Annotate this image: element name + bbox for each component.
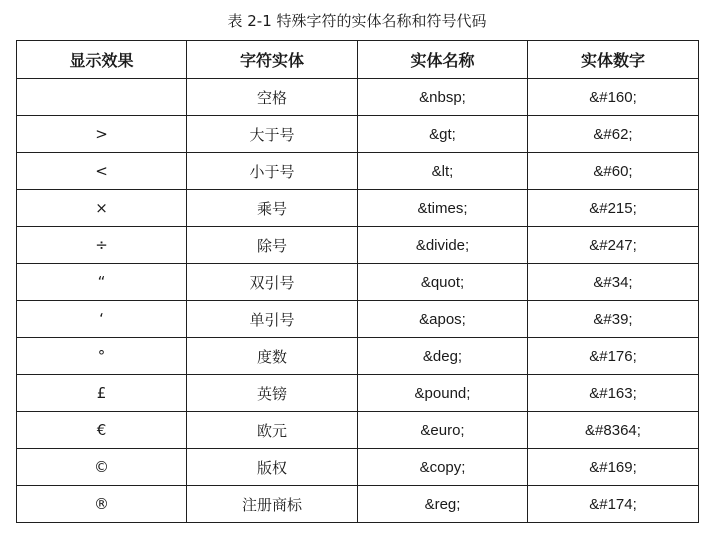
header-entity-number: 实体数字 (528, 41, 699, 79)
cell-number: &#60; (528, 153, 699, 190)
table-caption: 表 2-1 特殊字符的实体名称和符号代码 (227, 12, 487, 30)
cell-number: &#176; (528, 338, 699, 375)
cell-display (17, 79, 187, 116)
cell-name: &divide; (358, 227, 528, 264)
cell-display: “ (17, 264, 187, 301)
cell-name: &euro; (358, 412, 528, 449)
cell-number: &#247; (528, 227, 699, 264)
cell-display: > (17, 116, 187, 153)
cell-display: ÷ (17, 227, 187, 264)
cell-name: &reg; (358, 486, 528, 523)
cell-number: &#163; (528, 375, 699, 412)
cell-name: &apos; (358, 301, 528, 338)
cell-name: &pound; (358, 375, 528, 412)
cell-name: &deg; (358, 338, 528, 375)
cell-number: &#215; (528, 190, 699, 227)
cell-entity: 双引号 (187, 264, 358, 301)
cell-entity: 注册商标 (187, 486, 358, 523)
table-row (17, 449, 699, 486)
table-row (17, 264, 699, 301)
cell-number: &#34; (528, 264, 699, 301)
table-row (17, 116, 699, 153)
cell-entity: 英镑 (187, 375, 358, 412)
cell-entity: 除号 (187, 227, 358, 264)
table-row (17, 227, 699, 264)
cell-display: € (17, 412, 187, 449)
special-characters-table (16, 40, 699, 523)
cell-name: &lt; (358, 153, 528, 190)
cell-entity: 乘号 (187, 190, 358, 227)
cell-entity: 空格 (187, 79, 358, 116)
cell-display: £ (17, 375, 187, 412)
cell-display: × (17, 190, 187, 227)
table-row (17, 153, 699, 190)
header-display-effect: 显示效果 (17, 41, 187, 79)
header-character-entity: 字符实体 (187, 41, 358, 79)
table-row (17, 375, 699, 412)
cell-display: < (17, 153, 187, 190)
cell-name: &quot; (358, 264, 528, 301)
cell-entity: 大于号 (187, 116, 358, 153)
cell-number: &#8364; (528, 412, 699, 449)
cell-display: ‘ (17, 301, 187, 338)
table-row (17, 412, 699, 449)
cell-entity: 版权 (187, 449, 358, 486)
cell-name: &nbsp; (358, 79, 528, 116)
cell-number: &#62; (528, 116, 699, 153)
cell-number: &#160; (528, 79, 699, 116)
table-header-row (17, 41, 699, 79)
cell-number: &#174; (528, 486, 699, 523)
table-row (17, 79, 699, 116)
cell-name: &gt; (358, 116, 528, 153)
table-row (17, 338, 699, 375)
table-row (17, 486, 699, 523)
cell-display: © (17, 449, 187, 486)
cell-name: &copy; (358, 449, 528, 486)
cell-entity: 小于号 (187, 153, 358, 190)
cell-display: ® (17, 486, 187, 523)
cell-name: &times; (358, 190, 528, 227)
cell-number: &#39; (528, 301, 699, 338)
cell-number: &#169; (528, 449, 699, 486)
cell-entity: 度数 (187, 338, 358, 375)
header-entity-name: 实体名称 (358, 41, 528, 79)
cell-display: ° (17, 338, 187, 375)
cell-entity: 欧元 (187, 412, 358, 449)
cell-entity: 单引号 (187, 301, 358, 338)
table-row (17, 301, 699, 338)
table-row (17, 190, 699, 227)
